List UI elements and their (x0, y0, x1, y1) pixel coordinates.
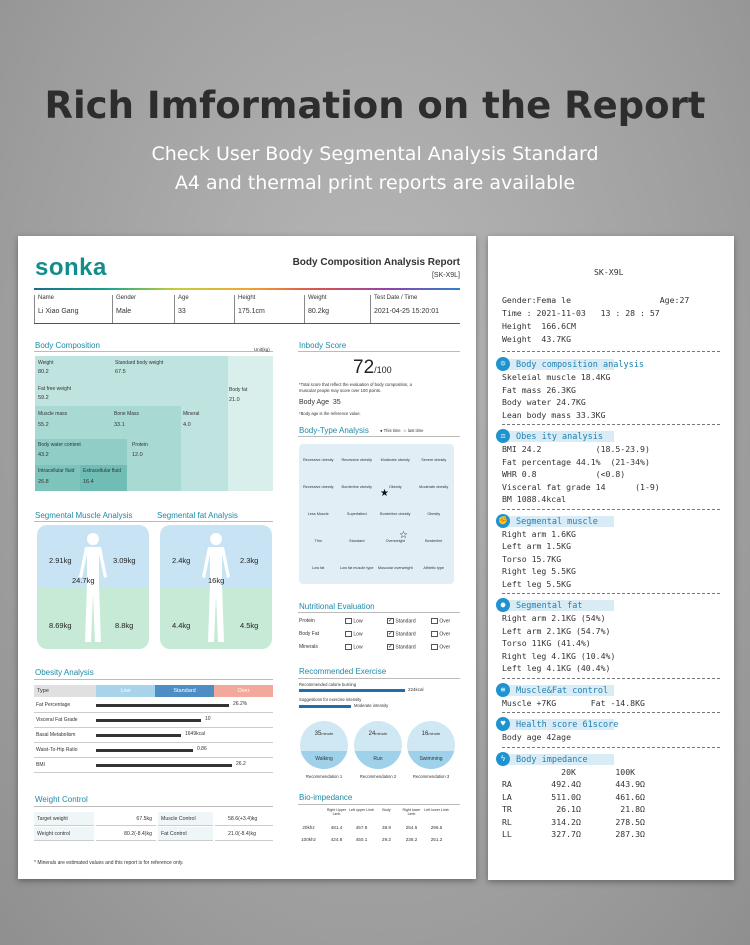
obesity-bar (96, 749, 193, 752)
checkbox-low (345, 644, 352, 650)
exercise-rec: Recommendation 2 (359, 774, 397, 779)
impedance-value: 254.5 (405, 825, 418, 830)
info-weight: Weight 80.2kg (304, 295, 370, 323)
exercise-title: Recommended Exercise (299, 667, 387, 676)
obesity-header: Type Low Standard Over (34, 685, 273, 697)
dashed-divider (502, 712, 720, 713)
body-type-cell: Borderline obesity (341, 485, 372, 490)
thermal-line: LA 511.0Ω 461.6Ω (502, 791, 645, 802)
hero-subtitle: Check User Body Segmental Analysis Standard (151, 143, 599, 165)
nutrition-row: Protein Low ✓ Standard Over (299, 618, 451, 625)
ffw-value: 59.2 (38, 395, 49, 401)
impedance-value: 296.5 (430, 825, 443, 830)
impedance-value: 424.8 (330, 837, 343, 842)
muscle-icon: ✊ (496, 514, 510, 528)
calorie-label: Recommended calorie burning (299, 682, 357, 687)
thermal-line: Time : 2021-11-03 13 : 28 : 57 (502, 308, 660, 318)
exercise-rec: Recommendation 1 (305, 774, 343, 779)
body-type-cell: Moderate obesity (380, 458, 410, 463)
thermal-line: BMI 24.2 (18.5-23.9) (502, 444, 650, 454)
checkbox-standard: ✓ (388, 644, 394, 650)
obesity-bar (96, 764, 232, 767)
footnote: * Minerals are estimated values and this report is for reference only. (34, 860, 184, 866)
info-name: Name Li Xiao Gang (34, 295, 112, 323)
impedance-freq: 100khz (301, 837, 316, 842)
muscle-right-leg: 8.8kg (115, 621, 134, 630)
wc-value: 58.6(+3.4)kg (215, 812, 273, 826)
divider (298, 612, 460, 613)
inbody-score-title: Inbody Score (299, 341, 347, 350)
ecf-label: Extracellular fluid (83, 468, 122, 474)
thermal-line: Gender:Fema le Age:27 (502, 295, 690, 305)
body-type-cell: Less Muscle (307, 512, 329, 517)
score-note: *Total score that reflect the evaluation of body composition, a muscular people may score over 100 points. (299, 382, 412, 393)
heart-icon: ♥ (496, 717, 510, 731)
inbody-score: 72/100 (353, 357, 392, 378)
thermal-line: Weight 43.7KG (502, 334, 572, 344)
muscle-left-leg: 8.69kg (49, 621, 72, 630)
standard-weight-label: Standard body weight (115, 360, 164, 366)
thermal-section-header: ● Segmental fat (502, 600, 614, 611)
divider (34, 351, 273, 352)
checkbox-over (431, 631, 438, 637)
body-age: Body Age 35 (299, 399, 341, 406)
thermal-line: TR 26.1Ω 21.8Ω (502, 804, 645, 814)
wc-value: 80.2(-8.4)kg (96, 827, 156, 841)
thermal-line: Left leg 4.1KG (40.4%) (502, 663, 611, 673)
exercise-run: 24minute Run (354, 721, 402, 769)
info-height: Height 175.1cm (234, 295, 304, 323)
last-time-star-icon: ☆ (399, 530, 408, 541)
thermal-line: Left arm 2.1KG (54.7%) (502, 625, 611, 636)
thermal-line: Skeleial muscle 18.4KG (502, 372, 611, 382)
dashed-divider (502, 678, 720, 679)
thermal-line: Body water 24.7KG (502, 397, 586, 407)
water-value: 43.2 (38, 452, 49, 458)
obesity-bar (96, 704, 229, 707)
obesity-bar (96, 719, 201, 722)
impedance-freq: 20khz (302, 825, 315, 830)
thermal-section-header: ⚖ Obes ity analysis (502, 431, 614, 442)
obesity-value: 10 (205, 716, 211, 722)
exercise-rec: Recommendation 3 (412, 774, 450, 779)
checkbox-low (345, 631, 352, 637)
thermal-line: Right arm 2.1KG (54%) (502, 613, 606, 623)
weight-label: Weight (38, 360, 54, 366)
ffw-label: Fat free weight (38, 386, 72, 392)
muscle-left-arm: 2.91kg (49, 556, 72, 565)
hero-title: Rich Imformation on the Report (44, 84, 706, 127)
body-age-note: *Body age is the reference value. (299, 411, 361, 416)
divider (34, 323, 460, 324)
impedance-col-header: Left upper Limb (349, 808, 374, 812)
wc-label: Weight control (34, 827, 94, 841)
bone-label: Bone Mass (114, 411, 140, 417)
impedance-col-header: Body (382, 808, 391, 812)
body-type-cell: Superfatted (346, 512, 367, 517)
a4-report (18, 236, 476, 879)
this-time-star-icon: ★ (380, 488, 389, 499)
obesity-value: 0.86 (197, 746, 207, 752)
impedance-title: Bio-impedance (299, 793, 353, 802)
exercise-swimming: 16minute Swimming (407, 721, 455, 769)
checkbox-standard: ✓ (388, 631, 394, 637)
nutrition-title: Nutritional Evaluation (299, 602, 375, 611)
body-type-cell: Recessive obesity (302, 458, 334, 463)
thermal-line: Left leg 5.5KG (502, 578, 572, 589)
divider (298, 351, 460, 352)
brand-logo: sonka (35, 254, 107, 281)
body-type-cell: Recessive obesity (302, 485, 334, 490)
obesity-value: 26.2 (236, 761, 246, 767)
drop-icon: ● (496, 598, 510, 612)
thermal-line: BM 1088.4kcal (502, 494, 567, 504)
thermal-line: Torso 11KG (41.4%) (502, 638, 591, 648)
segmental-fat-title: Segmental fat Analysis (157, 511, 238, 520)
report-title: Body Composition Analysis Report (292, 257, 460, 268)
impedance-col-header: Left lower Limb (424, 808, 449, 812)
thermal-line: 20K 100K (502, 766, 636, 777)
dashed-divider (502, 747, 720, 748)
calorie-value: 224kcal (408, 687, 424, 692)
weight-value: 80.2 (38, 369, 49, 375)
body-type-cell: Obesity (388, 485, 402, 490)
body-type-cell: Obesity (427, 512, 441, 517)
dumbbell-icon: ≡ (496, 683, 510, 697)
protein-label: Protein (132, 442, 148, 448)
thermal-section-header: ☺ Body composition analysis (502, 359, 614, 370)
obesity-value: 1649kcal (185, 731, 206, 737)
obesity-value: 26.2% (233, 701, 248, 707)
person-icon: ☺ (496, 357, 510, 371)
impedance-value: 251.2 (430, 837, 443, 842)
segmental-muscle-panel (37, 525, 149, 649)
intensity-label: Suggestions for exercise intensity (299, 697, 362, 702)
thermal-line: RA 492.4Ω 443.9Ω (502, 779, 645, 789)
unit-label: Unit(kg) (254, 347, 270, 352)
impedance-col-header: Right Upper Limb (326, 808, 347, 816)
thermal-line: Body age 42age (502, 732, 572, 742)
mineral-value: 4.0 (183, 422, 191, 428)
dashed-divider (502, 509, 720, 510)
segmental-muscle-title: Segmental Muscle Analysis (35, 511, 133, 520)
thermal-line: Muscle +7KG Fat -14.8KG (502, 697, 645, 708)
muscle-torso: 24.7kg (72, 576, 95, 585)
info-age: Age 33 (174, 295, 234, 323)
fat-left-arm: 2.4kg (172, 556, 191, 565)
divider (298, 436, 460, 437)
divider (298, 678, 460, 679)
thermal-line: Right leg 4.1KG (10.4%) (502, 650, 616, 661)
checkbox-over (431, 644, 438, 650)
impedance-value: 236.2 (405, 837, 418, 842)
report-model: [SK-X9L] (431, 272, 460, 279)
checkbox-standard: ✓ (388, 618, 394, 624)
ecf-value: 16.4 (83, 479, 94, 485)
standard-weight-value: 67.5 (115, 369, 126, 375)
thermal-line: LL 327.7Ω 287.3Ω (502, 829, 645, 839)
body-type-title: Body-Type Analysis (299, 426, 369, 435)
lightning-icon: ϟ (496, 752, 510, 766)
icf-label: Intracellular fluid (38, 468, 75, 474)
thermal-line: Right leg 5.5KG (502, 566, 576, 576)
thermal-line: Right arm 1.6KG (502, 528, 576, 539)
body-type-cell: Overweight (385, 539, 405, 544)
body-type-cell: Muscular overweight (377, 566, 413, 571)
intensity-bar (299, 705, 351, 708)
wc-value: 21.0(-8.4)kg (215, 827, 273, 841)
info-gender: Gender Male (112, 295, 174, 323)
water-label: Body water content (38, 442, 81, 448)
body-type-cell: Borderline (425, 539, 443, 544)
body-type-cell: Recessive obesity (341, 458, 373, 463)
mineral-label: Mineral (183, 411, 200, 417)
thermal-line: Visceral fat grade 14 (1-9) (502, 481, 660, 492)
fat-torso: 16kg (208, 576, 225, 585)
divider (34, 521, 273, 522)
body-type-cell: Low fat (312, 566, 325, 571)
hero-subtitle: A4 and thermal print reports are available (174, 172, 576, 194)
thermal-line: Torso 15.7KG (502, 553, 562, 564)
thermal-line: Fat percentage 44.1% (21-34%) (502, 456, 650, 467)
body-type-cell: Standard (349, 539, 365, 544)
thermal-receipt (488, 236, 734, 880)
body-type-cell: Severe obesity (421, 458, 447, 463)
divider (34, 679, 273, 680)
thermal-line: Height 166.6CM (502, 321, 576, 331)
thermal-section-header: ✊ Segmental muscle (502, 516, 614, 527)
segmental-fat-panel (160, 525, 272, 649)
icf-value: 26.8 (38, 479, 49, 485)
fat-right-leg: 4.5kg (240, 621, 259, 630)
obesity-row: Waist-To-Hip Ratio 0.86 (34, 743, 273, 758)
body-figure-icon (196, 531, 236, 643)
protein-value: 12.0 (132, 452, 143, 458)
fat-left-leg: 4.4kg (172, 621, 191, 630)
obesity-row: BMI 26.2 (34, 758, 273, 773)
wc-label: Muscle Control (158, 812, 213, 826)
nutrition-row: Body Fat Low ✓ Standard Over (299, 631, 451, 638)
muscle-value: 55.2 (38, 422, 49, 428)
muscle-right-arm: 3.09kg (113, 556, 136, 565)
scale-icon: ⚖ (496, 429, 510, 443)
thermal-section-header: ♥ Health score 61score (502, 719, 614, 730)
body-type-cell: Athletic type (423, 566, 445, 571)
obesity-row: Visceral Fat Grade 10 (34, 713, 273, 728)
nutrition-row: Minerals Low ✓ Standard Over (299, 644, 451, 651)
thermal-line: WHR 0.8 (<0.8) (502, 469, 626, 479)
exercise-walking: 35minute Walking (300, 721, 348, 769)
dashed-divider (502, 593, 720, 594)
muscle-label: Muscle mass (38, 411, 68, 417)
body-fat-label: Body fat (229, 387, 248, 393)
impedance-value: 38.9 (382, 825, 391, 830)
weight-control-title: Weight Control (35, 795, 88, 804)
calorie-bar (299, 689, 405, 692)
fat-right-arm: 2.3kg (240, 556, 259, 565)
body-type-cell: Moderate obesity (419, 485, 449, 490)
divider (34, 806, 273, 807)
body-composition-title: Body Composition (35, 341, 100, 350)
intensity-value: Moderate intensity (354, 703, 389, 708)
impedance-value: 481.4 (330, 825, 343, 830)
thermal-model: SK-X9L (594, 267, 624, 277)
body-type-cell: Borderline obesity (380, 512, 411, 517)
body-type-cell: Thin (314, 539, 322, 544)
body-figure-icon (73, 531, 113, 643)
impedance-value: 457.8 (355, 825, 368, 830)
dashed-divider (502, 424, 720, 425)
info-date: Test Date / Time 2021-04-25 15:20:01 (370, 295, 460, 323)
obesity-row: Basal Metabolism 1649kcal (34, 728, 273, 743)
obesity-bar (96, 734, 181, 737)
header-divider (34, 288, 460, 290)
body-type-cell: Low fat muscle type (339, 566, 374, 571)
impedance-value: 450.1 (355, 837, 368, 842)
wc-label: Fat Control (158, 827, 213, 841)
bone-value: 33.1 (114, 422, 125, 428)
thermal-line: RL 314.2Ω 278.5Ω (502, 816, 645, 827)
thermal-line: Fat mass 26.3KG (502, 384, 576, 395)
thermal-line: Lean body mass 33.3KG (502, 409, 606, 420)
thermal-line: Left arm 1.5KG (502, 541, 572, 551)
thermal-section-header: ϟ Body impedance (502, 754, 614, 765)
wc-label: Target weight (34, 812, 94, 826)
divider (298, 804, 460, 805)
body-type-legend: ● This time ☆ last time (380, 428, 424, 433)
thermal-section-header: ≡ Muscle&Fat control (502, 685, 614, 696)
obesity-title: Obesity Analysis (35, 668, 94, 677)
dashed-divider (502, 351, 720, 352)
impedance-col-header: Right lower Limb (402, 808, 421, 816)
wc-value: 67.5kg (96, 812, 156, 826)
impedance-value: 29.2 (382, 837, 391, 842)
body-fat-value: 21.0 (229, 397, 240, 403)
checkbox-low (345, 618, 352, 624)
obesity-row: Fat Percentage 26.2% (34, 698, 273, 713)
checkbox-over (431, 618, 438, 624)
